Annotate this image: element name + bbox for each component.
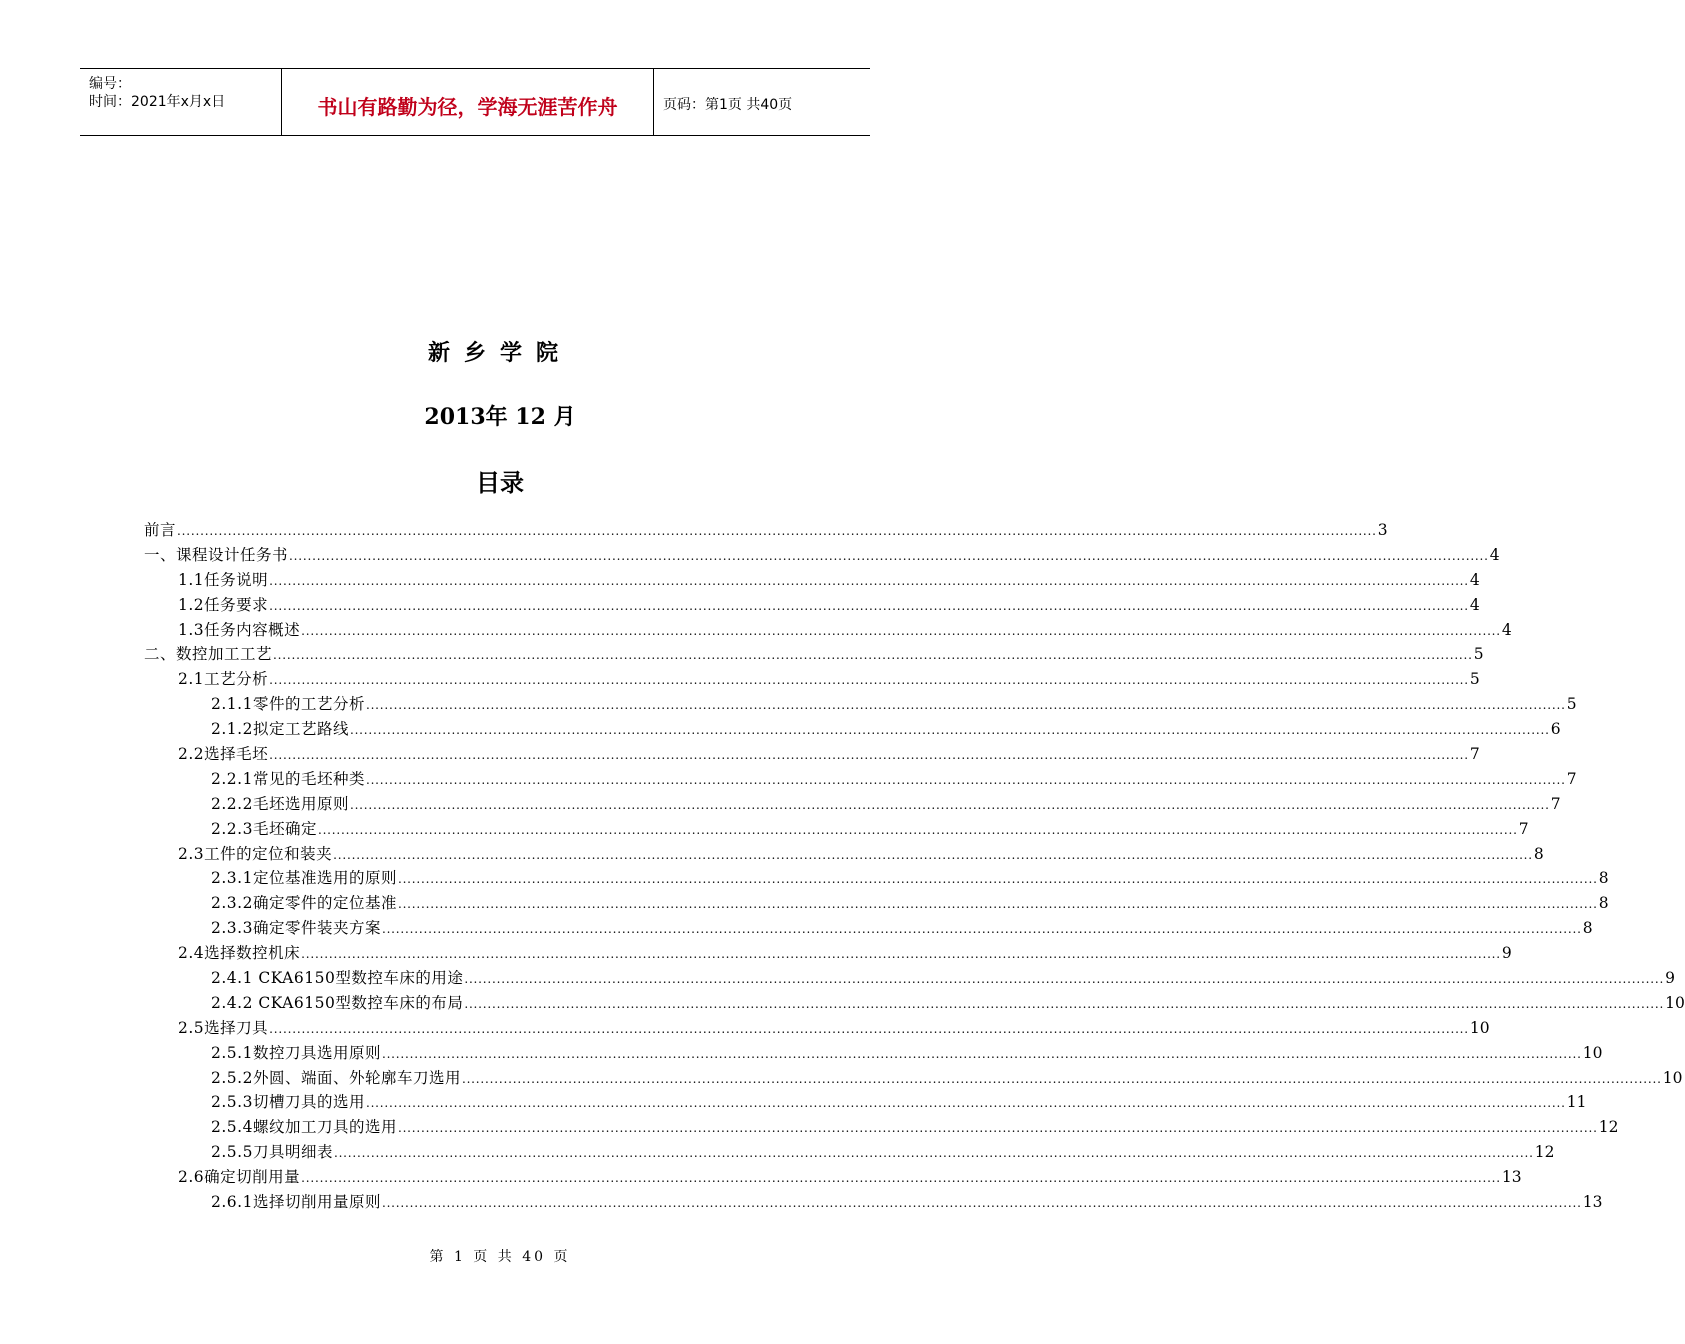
toc-entry[interactable]	[144, 518, 1388, 543]
toc-leader-dots: ....................................................................................................................................................................................................................................................................	[349, 797, 1550, 812]
toc-entry-page: 7	[1566, 769, 1577, 788]
toc-entry[interactable]	[144, 842, 1544, 867]
toc-entry-title: 2.4.2 CKA6150型数控车床的布局	[211, 993, 464, 1012]
toc-leader-dots: ....................................................................................................................................................................................................................................................................	[289, 548, 1489, 563]
toc-entry[interactable]	[144, 543, 1500, 568]
toc-entry-page: 4	[1469, 595, 1480, 614]
toc-leader-dots: ....................................................................................................................................................................................................................................................................	[365, 698, 1566, 713]
toc-leader-dots: ....................................................................................................................................................................................................................................................................	[464, 972, 1665, 987]
toc-entry-title: 前言	[144, 521, 177, 539]
toc-entry-page: 8	[1598, 869, 1609, 888]
toc-entry-title: 2.5.1数控刀具选用原则	[211, 1043, 381, 1062]
toc-leader-dots: ....................................................................................................................................................................................................................................................................	[365, 772, 1566, 787]
toc-entry-page: 7	[1518, 819, 1529, 838]
toc-entry-page: 5	[1566, 695, 1577, 714]
toc-entry-page: 10	[1665, 993, 1685, 1012]
toc-entry-page: 11	[1566, 1093, 1587, 1112]
toc-leader-dots: ....................................................................................................................................................................................................................................................................	[269, 673, 1469, 688]
toc-entry[interactable]	[144, 866, 1609, 891]
toc-leader-dots: ....................................................................................................................................................................................................................................................................	[365, 1096, 1566, 1111]
toc-entry-title: 2.6确定切削用量	[178, 1168, 301, 1187]
toc-entry[interactable]	[144, 1165, 1522, 1190]
toc-entry[interactable]	[144, 717, 1561, 742]
toc-entry-page: 5	[1473, 645, 1484, 664]
toc-entry-page: 10	[1582, 1043, 1603, 1062]
toc-entry-page: 12	[1598, 1118, 1619, 1137]
document-header	[80, 68, 870, 136]
toc-entry-page: 5	[1469, 670, 1480, 689]
toc-entry[interactable]	[144, 1041, 1603, 1066]
toc-entry[interactable]	[144, 817, 1529, 842]
table-of-contents	[144, 518, 1685, 1215]
toc-entry-title: 2.4选择数控机床	[178, 944, 301, 963]
toc-entry-page: 13	[1501, 1168, 1522, 1187]
toc-entry[interactable]	[144, 891, 1609, 916]
toc-entry-title: 2.5.2外圆、端面、外轮廓车刀选用	[211, 1068, 461, 1087]
toc-entry-title: 2.5.5刀具明细表	[211, 1143, 333, 1162]
number-label: 编号：	[89, 76, 131, 92]
toc-leader-dots: ....................................................................................................................................................................................................................................................................	[273, 648, 1473, 663]
toc-leader-dots: ....................................................................................................................................................................................................................................................................	[269, 573, 1469, 588]
toc-leader-dots: ....................................................................................................................................................................................................................................................................	[464, 996, 1665, 1011]
toc-entry-title: 2.3.2确定零件的定位基准	[211, 894, 397, 913]
toc-entry[interactable]	[144, 593, 1480, 618]
toc-entry-page: 12	[1534, 1143, 1555, 1162]
toc-leader-dots: ....................................................................................................................................................................................................................................................................	[317, 822, 1518, 837]
toc-entry[interactable]	[144, 742, 1480, 767]
toc-entry[interactable]	[144, 1016, 1490, 1041]
toc-entry[interactable]	[144, 667, 1480, 692]
toc-leader-dots: ....................................................................................................................................................................................................................................................................	[461, 1071, 1662, 1086]
toc-leader-dots: ....................................................................................................................................................................................................................................................................	[397, 872, 1598, 887]
header-info-cell	[80, 69, 282, 135]
motto-text: 书山有路勤为径，学海无涯苦作舟	[317, 95, 618, 119]
toc-leader-dots: ....................................................................................................................................................................................................................................................................	[397, 1121, 1598, 1136]
toc-entry[interactable]	[144, 692, 1577, 717]
toc-entry-page: 8	[1582, 919, 1593, 938]
toc-leader-dots: ....................................................................................................................................................................................................................................................................	[301, 1171, 1501, 1186]
toc-entry[interactable]	[144, 618, 1512, 643]
toc-entry-title: 2.1工艺分析	[178, 670, 269, 689]
toc-leader-dots: ....................................................................................................................................................................................................................................................................	[333, 1146, 1534, 1161]
toc-entry-page: 6	[1550, 720, 1561, 739]
toc-leader-dots: ....................................................................................................................................................................................................................................................................	[269, 748, 1469, 763]
toc-entry[interactable]	[144, 642, 1484, 667]
toc-entry-page: 4	[1489, 545, 1500, 564]
toc-entry-title: 2.5选择刀具	[178, 1018, 269, 1037]
date-label: 时间：2021年x月x日	[89, 94, 226, 110]
header-motto-cell	[282, 69, 654, 135]
toc-entry[interactable]	[144, 991, 1685, 1016]
toc-leader-dots: ....................................................................................................................................................................................................................................................................	[269, 598, 1469, 613]
school-name: 新乡学院	[427, 340, 572, 366]
toc-leader-dots: ....................................................................................................................................................................................................................................................................	[381, 1196, 1582, 1211]
toc-entry-title: 2.2.3毛坯确定	[211, 819, 317, 838]
toc-entry-page: 9	[1665, 969, 1675, 988]
toc-entry-title: 2.3.3确定零件装夹方案	[211, 919, 381, 938]
toc-entry-title: 2.5.3切槽刀具的选用	[211, 1093, 365, 1112]
toc-entry[interactable]	[144, 568, 1480, 593]
toc-leader-dots: ....................................................................................................................................................................................................................................................................	[301, 947, 1501, 962]
toc-entry-page: 8	[1533, 844, 1544, 863]
toc-leader-dots: ....................................................................................................................................................................................................................................................................	[301, 623, 1501, 638]
toc-leader-dots: ....................................................................................................................................................................................................................................................................	[397, 897, 1598, 912]
toc-entry[interactable]	[144, 1190, 1603, 1215]
toc-entry[interactable]	[144, 767, 1577, 792]
toc-entry-title: 1.1任务说明	[178, 570, 269, 589]
toc-leader-dots: ....................................................................................................................................................................................................................................................................	[349, 723, 1550, 738]
toc-entry-title: 2.2选择毛坯	[178, 745, 269, 764]
toc-entry-page: 7	[1469, 745, 1480, 764]
toc-entry[interactable]	[144, 792, 1561, 817]
toc-entry-title: 2.6.1选择切削用量原则	[211, 1193, 381, 1212]
document-date: 2013年 12 月	[424, 404, 576, 430]
toc-entry-page: 10	[1469, 1018, 1490, 1037]
toc-entry-title: 2.4.1 CKA6150型数控车床的用途	[211, 969, 464, 988]
toc-leader-dots: ....................................................................................................................................................................................................................................................................	[381, 922, 1582, 937]
page-footer: 第 1 页 共 40 页	[429, 1249, 571, 1265]
toc-entry[interactable]	[144, 1115, 1619, 1140]
toc-entry-page: 4	[1501, 620, 1512, 639]
toc-entry[interactable]	[144, 1090, 1587, 1115]
toc-entry-title: 2.3.1定位基准选用的原则	[211, 869, 397, 888]
toc-entry[interactable]	[144, 966, 1675, 991]
toc-entry-title: 1.2任务要求	[178, 595, 269, 614]
toc-entry-title: 二、数控加工工艺	[144, 645, 273, 664]
toc-entry-title: 2.2.2毛坯选用原则	[211, 794, 349, 813]
toc-entry-page: 4	[1469, 570, 1480, 589]
toc-entry[interactable]	[144, 1066, 1683, 1091]
toc-leader-dots: ....................................................................................................................................................................................................................................................................	[177, 524, 1377, 538]
toc-entry-title: 2.1.1零件的工艺分析	[211, 695, 365, 714]
toc-entry-page: 7	[1550, 794, 1561, 813]
toc-entry-title: 1.3任务内容概述	[178, 620, 301, 639]
toc-entry-title: 2.2.1常见的毛坯种类	[211, 769, 365, 788]
toc-entry[interactable]	[144, 941, 1512, 966]
toc-heading: 目录	[476, 468, 524, 497]
toc-entry-title: 2.3工件的定位和装夹	[178, 844, 333, 863]
toc-leader-dots: ....................................................................................................................................................................................................................................................................	[269, 1021, 1469, 1036]
toc-entry-page: 8	[1598, 894, 1609, 913]
toc-leader-dots: ....................................................................................................................................................................................................................................................................	[381, 1046, 1582, 1061]
toc-entry-title: 2.5.4螺纹加工刀具的选用	[211, 1118, 397, 1137]
toc-entry[interactable]	[144, 1140, 1555, 1165]
page-label: 页码：第1页 共40页	[663, 97, 793, 113]
toc-entry-page: 10	[1662, 1068, 1683, 1087]
toc-entry-page: 3	[1377, 521, 1388, 539]
toc-entry-page: 9	[1501, 944, 1512, 963]
toc-leader-dots: ....................................................................................................................................................................................................................................................................	[333, 847, 1533, 862]
toc-entry-title: 一、课程设计任务书	[144, 545, 289, 564]
toc-entry-title: 2.1.2拟定工艺路线	[211, 720, 349, 739]
toc-entry[interactable]	[144, 916, 1593, 941]
header-page-cell	[654, 69, 870, 135]
toc-entry-page: 13	[1582, 1193, 1603, 1212]
